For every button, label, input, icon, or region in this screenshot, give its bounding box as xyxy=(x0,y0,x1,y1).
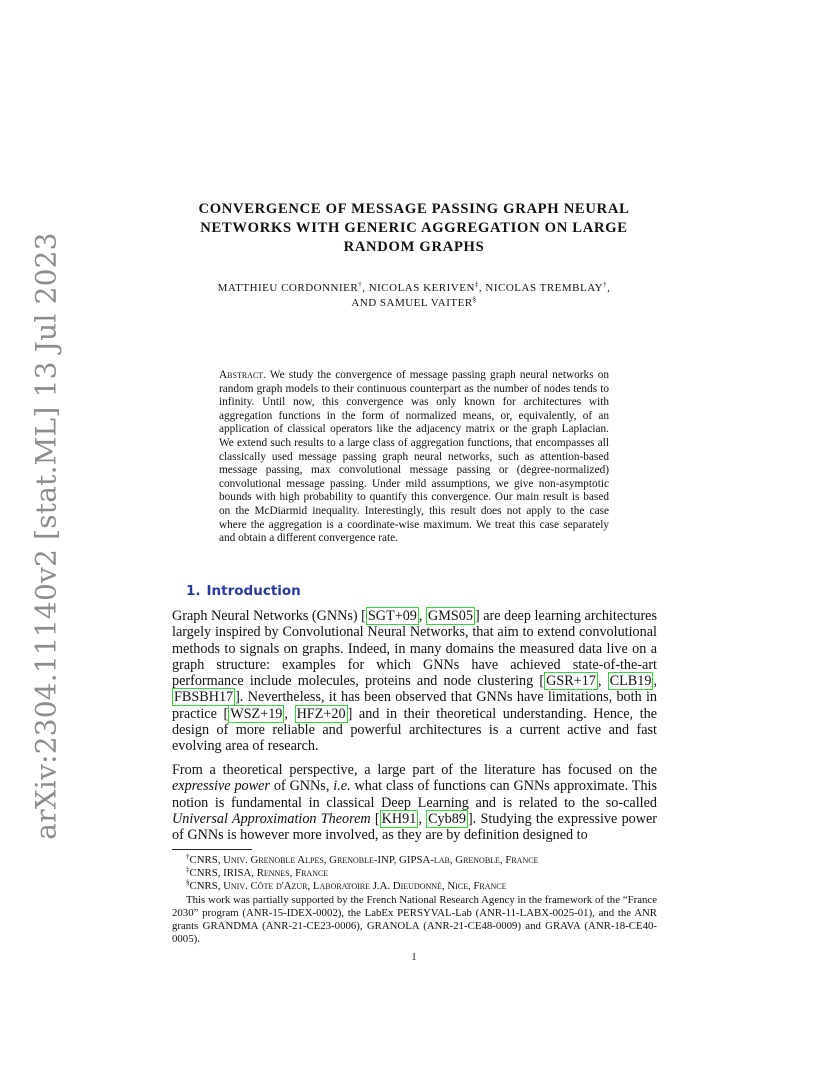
section-number: 1. xyxy=(186,583,201,599)
footnote-mark: ‡ xyxy=(186,865,190,874)
arxiv-identifier: arXiv:2304.11140v2 [stat.ML] 13 Jul 2023 xyxy=(29,232,63,840)
paragraph-text: . Nevertheless, it has been observed that GNNs have limitations, both in practice xyxy=(172,689,657,722)
paragraph-text: of GNNs, xyxy=(269,778,334,795)
author-line xyxy=(172,281,656,296)
paragraph-text: are deep learning architectures largely inspired by Convolutional Neural Networks, that aim to extend convolutional methods to signals on graphs. Indeed, in many domains the measured data live on a graph structure: examples for which GNNs have achieved state-of-the-art performance include molecules, proteins and node clustering xyxy=(172,608,657,690)
citation-link[interactable]: SGT+09 xyxy=(367,608,417,624)
abstract xyxy=(219,369,609,546)
paragraph-text: Graph Neural Networks (GNNs) xyxy=(172,608,362,624)
paragraph-text: From a theoretical perspective, a large part of the literature has focused on the xyxy=(172,762,657,778)
emphasis-text: expressive power xyxy=(172,778,270,795)
affiliation-mark: † xyxy=(603,280,608,289)
footnote-text: CNRS, Univ. Grenoble Alpes, Grenoble-INP, GIPSA-lab, Grenoble, France xyxy=(189,854,539,866)
footnotes xyxy=(172,854,657,946)
citation-link[interactable]: FBSBH17 xyxy=(174,689,234,706)
title-line: RANDOM GRAPHS xyxy=(343,239,485,255)
author-separator: , xyxy=(607,282,611,294)
author-name: , NICOLAS KERIVEN xyxy=(362,282,475,294)
citation-link[interactable]: WSZ+19 xyxy=(230,705,283,722)
citation-link[interactable]: KH91 xyxy=(381,810,417,827)
abstract-text: We study the convergence of message passing graph neural networks on random graph models to their continuous counterpart as the number of nodes tends to infinity. Until now, this convergence was only known for architectures with aggregation functions in the form of normalized means, or, equivalently, of an application of classical operators like the adjacency matrix or the graph Laplacian. We extend such results to a large class of aggregation functions, that encompasses all classically used message passing graph neural networks, such as attention-based message passing, max convolutional message passing or (degree-normalized) convolutional message passing. Under mild assumptions, we give non-asymptotic bounds with high probability to quantify this convergence. Our main result is based on the McDiarmid inequality. Interestingly, this result does not apply to the case where the aggregation is a coordinate-wise maximum. We treat this case separately and obtain a different convergence rate. xyxy=(219,369,609,545)
paragraph-text: what class of functions can GNNs approximate. This notion is fundamental in classical Deep Learning and is related to the so-called xyxy=(172,778,657,811)
affiliation-mark: † xyxy=(358,280,363,289)
footnote-mark: † xyxy=(186,852,190,861)
section-heading[interactable] xyxy=(186,583,301,599)
paragraph-text: , xyxy=(284,705,295,722)
paragraph-text: , xyxy=(653,673,657,690)
paper-title xyxy=(172,200,656,257)
footnote-divider xyxy=(172,849,252,850)
citation-link[interactable]: GMS05 xyxy=(428,608,473,624)
title-line: NETWORKS WITH GENERIC AGGREGATION ON LARGE xyxy=(200,220,628,236)
title-line: CONVERGENCE OF MESSAGE PASSING GRAPH NEURAL xyxy=(198,201,630,217)
paragraph-text: , xyxy=(418,608,427,624)
page-number: 1 xyxy=(411,952,417,963)
emphasis-text: i.e. xyxy=(333,778,351,795)
footnote-text: CNRS, Univ. Côte d'Azur, Laboratoire J.A. Dieudonné, Nice, France xyxy=(189,880,507,893)
funding-footnote: This work was partially supported by the French National Research Agency in the framework of the “France 2030” program (ANR-15-IDEX-0002), the LabEx PERSYVAL-Lab (ANR-11-LABX-0025-01), and the ANR grants GRANDMA (ANR-21-CE23-0006), GRANOLA (ANR-21-CE48-0009) and GRAVA (ANR-18-CE40-0005). xyxy=(172,893,657,946)
emphasis-text: Universal Approximation Theorem xyxy=(172,810,371,827)
author-name: , NICOLAS TREMBLAY xyxy=(478,282,604,294)
citation-link[interactable]: CLB19 xyxy=(609,673,652,690)
paragraph-text: and in their theoretical understanding. Hence, the design of more reliable and powerful architectures is a current active and fast evolving area of research. xyxy=(172,705,658,755)
affiliation-mark: § xyxy=(472,295,477,304)
citation-link[interactable]: GSR+17 xyxy=(546,673,596,690)
section-title: Introduction xyxy=(206,583,301,599)
paragraph-text: , xyxy=(418,810,427,827)
affiliation-footnote xyxy=(172,867,657,880)
author-name: AND SAMUEL VAITER xyxy=(351,297,473,309)
affiliation-footnote xyxy=(172,854,657,867)
author-list xyxy=(172,281,656,311)
footnote-mark: § xyxy=(186,878,190,887)
paragraph-text: . Studying the expressive power of GNNs is however more involved, as they are by definition designed to xyxy=(172,810,658,844)
paragraph-text xyxy=(371,811,375,827)
author-name: MATTHIEU CORDONNIER xyxy=(217,282,359,294)
introduction-paragraph: Graph Neural Networks (GNNs) [ SGT+09 , GMS05 ] are deep learning architectures largely inspired by Convolutional Neural Networks, that aim to extend convolutional methods to signals on graphs. Indeed, in many domains the measured data live on a graph structure: examples for which GNNs have achieved state-of-the-art performance include molecules, proteins and node clustering [ GSR+17 , CLB19 , FBSBH17 ]. Nevertheless, it has been observed that GNNs have limitations, both in practice [ WSZ+19 , HFZ+20 ] and in their theoretical understanding. Hence, the design of more reliable and powerful architectures is a current active and fast evolving area of research. xyxy=(172,608,658,755)
paragraph-text: , xyxy=(597,673,608,690)
affiliation-mark: ‡ xyxy=(474,280,479,289)
footnote-text: CNRS, IRISA, Rennes, France xyxy=(189,867,329,880)
affiliation-footnote xyxy=(172,880,657,893)
citation-link[interactable]: HFZ+20 xyxy=(296,705,346,722)
abstract-label: Abstract. xyxy=(219,369,266,381)
author-line xyxy=(172,296,656,311)
introduction-paragraph: From a theoretical perspective, a large part of the literature has focused on the expressive power of GNNs, i.e. what class of functions can GNNs approximate. This notion is fundamental in classical Deep Learning and is related to the so-called Universal Approximation Theorem [ KH91 , Cyb89 ]. Studying the expressive power of GNNs is however more involved, as they are by definition designed to xyxy=(172,762,658,844)
citation-link[interactable]: Cyb89 xyxy=(428,810,466,827)
